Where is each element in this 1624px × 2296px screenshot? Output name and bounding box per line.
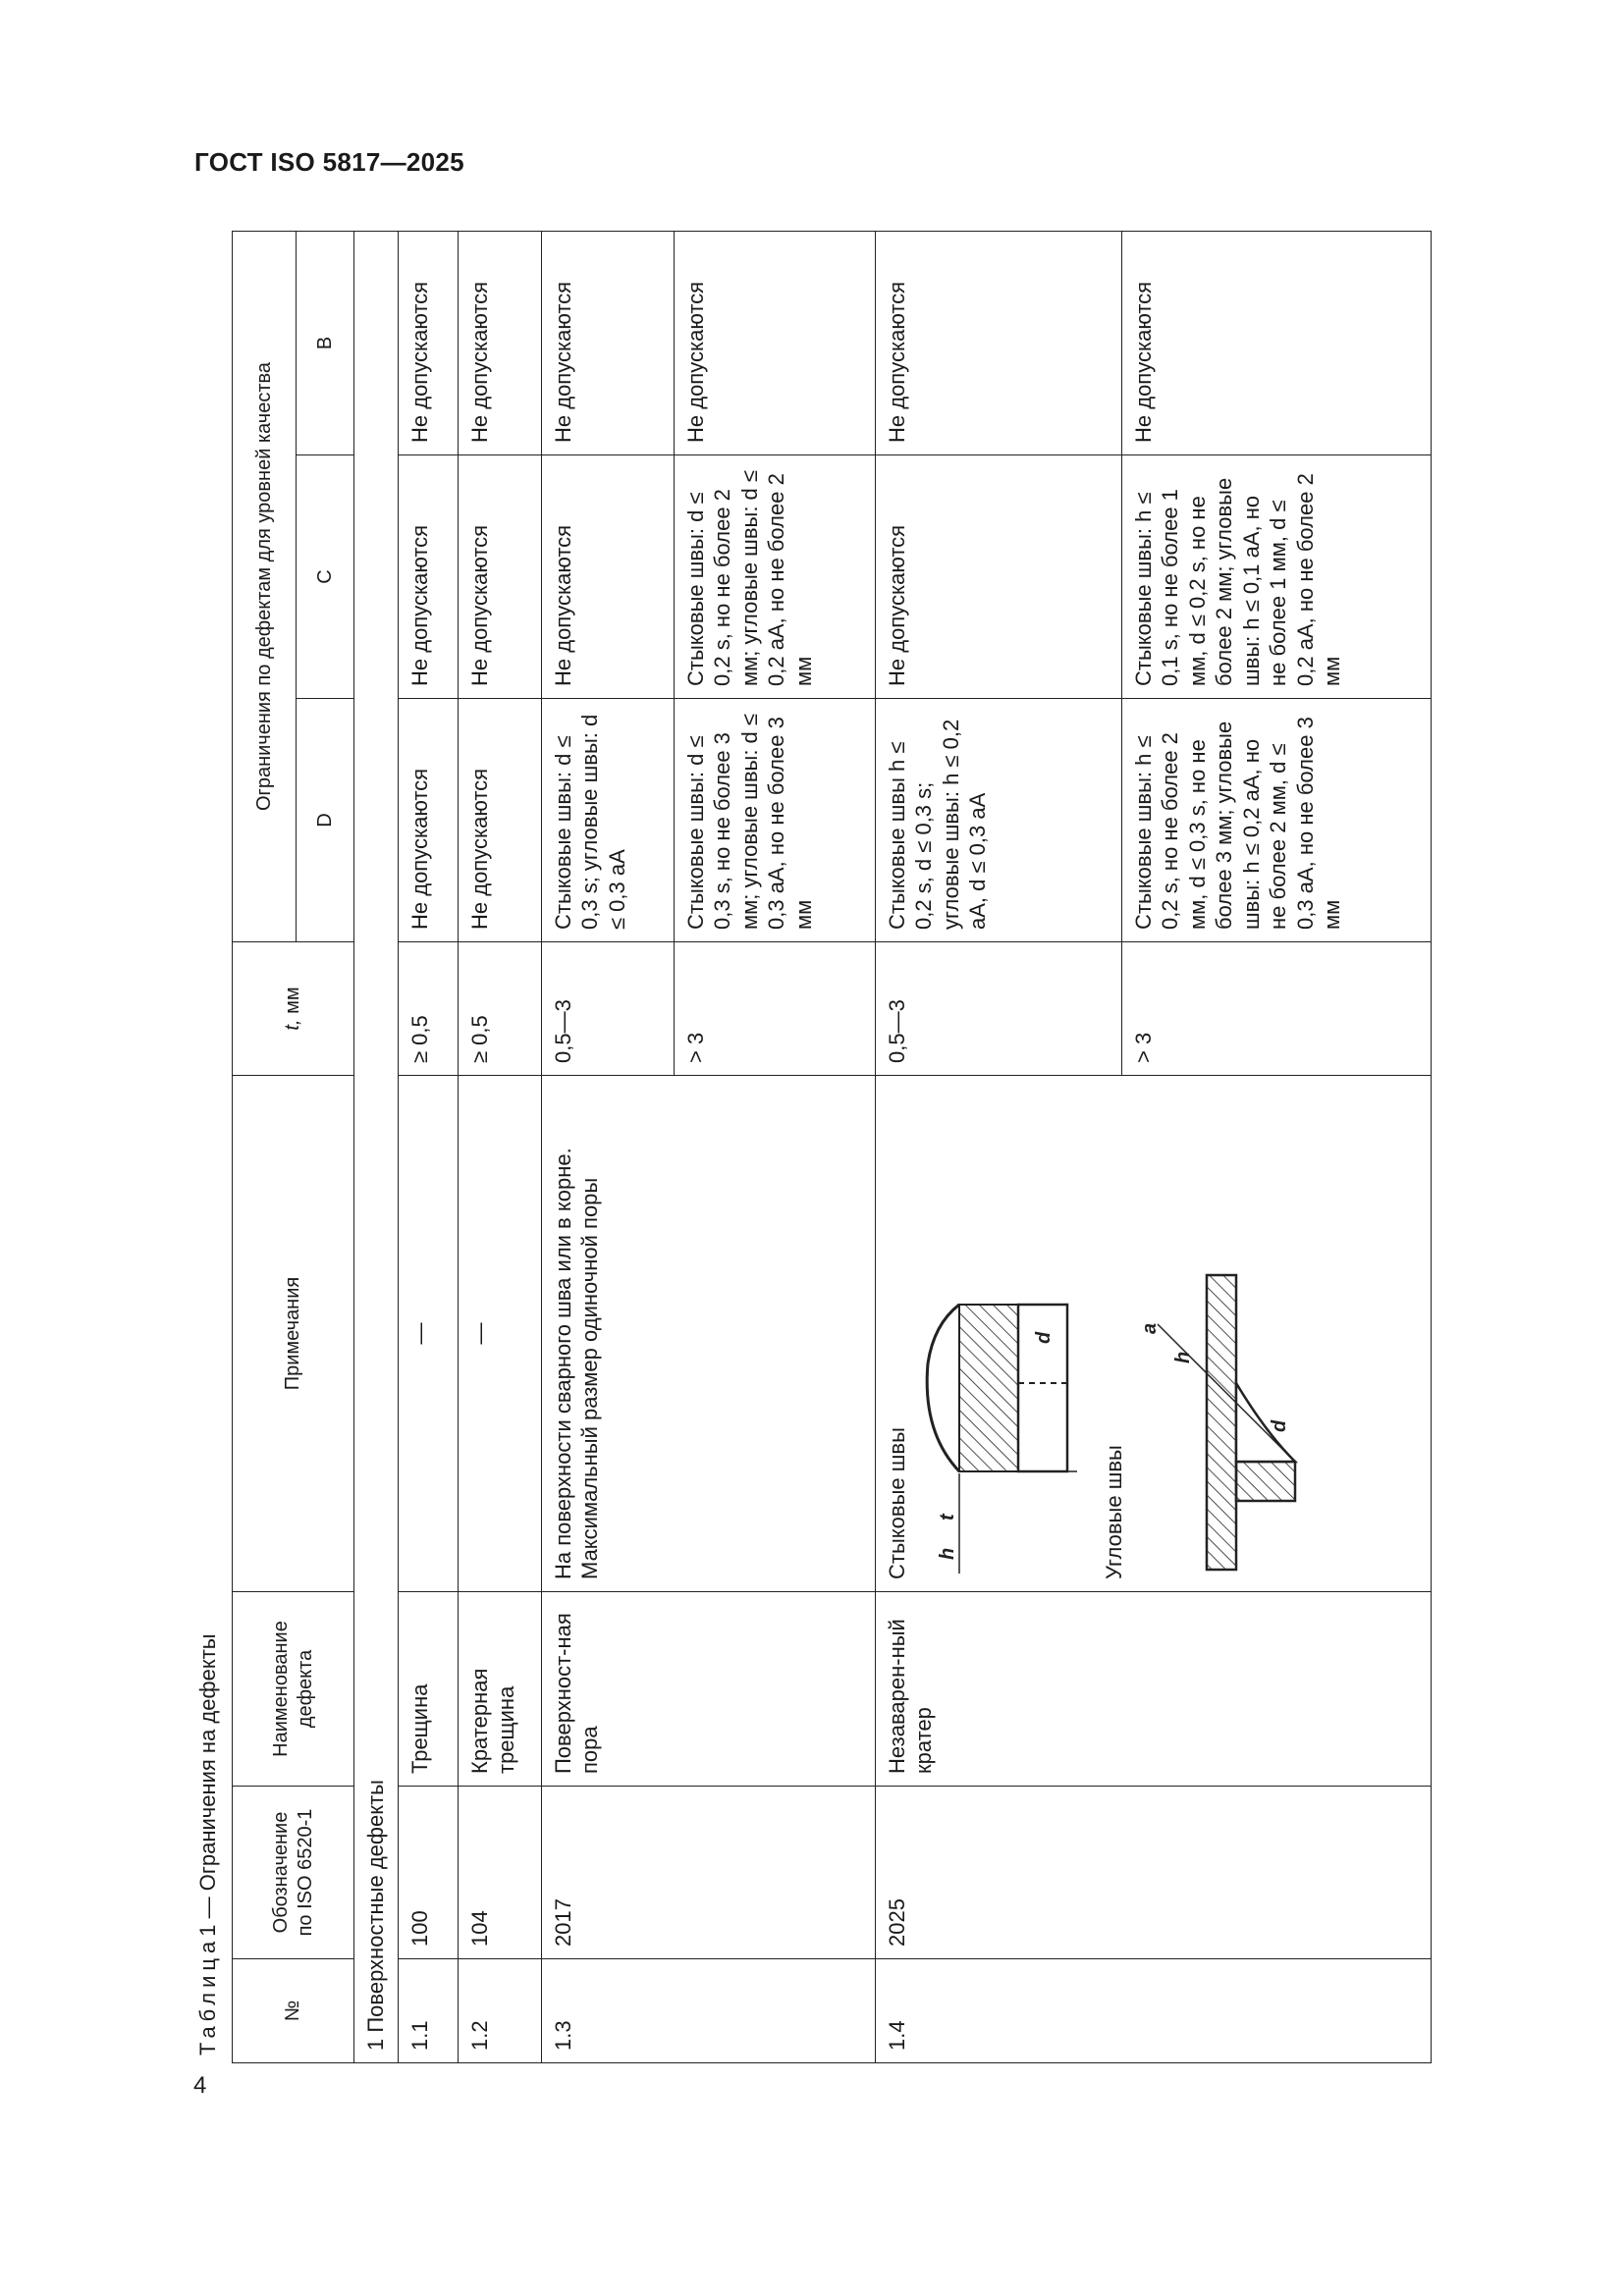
row-thickness: ≥ 0,5 [398, 942, 458, 1076]
header-name: Наименование дефекта [233, 1592, 354, 1787]
row-code: 104 [458, 1787, 541, 1959]
row-note: На поверхности сварного шва или в корне. Максимальный размер одиночной поры [541, 1076, 875, 1592]
row-limit-d: Не допускаются [398, 699, 458, 942]
row-num: 1.1 [398, 1959, 458, 2063]
row-thickness: > 3 [674, 942, 875, 1076]
row-limit-c: Не допускаются [398, 455, 458, 699]
row-limit-c: Не допускаются [875, 455, 1121, 699]
row-limit-b: Не допускаются [674, 232, 875, 455]
header-t-symbol: t, [282, 1019, 303, 1031]
butt-weld-cap [927, 1305, 959, 1471]
row-thickness: ≥ 0,5 [458, 942, 541, 1076]
row-num: 1.3 [541, 1959, 875, 2063]
defects-table [232, 231, 1432, 2063]
d-label-butt: d [1033, 1331, 1055, 1344]
header-level-b: B [297, 232, 354, 455]
header-limits: Ограничения по дефектам для уровней качества [233, 232, 297, 942]
header-num: № [233, 1959, 354, 2063]
row-limit-c: Не допускаются [458, 455, 541, 699]
butt-weld-section [959, 1305, 1018, 1471]
document-header: ГОСТ ISO 5817—2025 [194, 147, 464, 177]
row-note: — [458, 1076, 541, 1592]
row-limit-d: Стыковые швы: d ≤ 0,3 s, но не более 3 мм; угловые швы: d ≤ 0,3 aA, но не более 3 мм [674, 699, 875, 942]
row-thickness: > 3 [1121, 942, 1431, 1076]
header-thickness [233, 942, 354, 1076]
row-limit-d: Стыковые швы h ≤ 0,2 s, d ≤ 0,3 s; угловые швы: h ≤ 0,2 aA, d ≤ 0,3 aA [875, 699, 1121, 942]
row-limit-b: Не допускаются [1121, 232, 1431, 455]
row-code: 2017 [541, 1787, 875, 1959]
row-thickness: 0,5—3 [875, 942, 1121, 1076]
row-limit-b: Не допускаются [398, 232, 458, 455]
table-row [875, 232, 1121, 2063]
t-label: t [937, 1514, 958, 1521]
h-label-fillet: h [1171, 1351, 1194, 1363]
d-label-fillet: d [1268, 1419, 1290, 1432]
row-defect-name: Трещина [398, 1592, 458, 1787]
table-row [398, 232, 458, 2063]
table-caption-title: 1 — Ограничения на дефекты [195, 1633, 221, 1937]
butt-weld-label: Стыковые швы [884, 1427, 909, 1579]
row-code: 2025 [875, 1787, 1431, 1959]
row-limit-d: Не допускаются [458, 699, 541, 942]
row-note: — [398, 1076, 458, 1592]
page-number: 4 [193, 2072, 207, 2099]
table-caption-prefix: Таблица [195, 1936, 221, 2056]
table-row [458, 232, 541, 2063]
header-level-c: C [297, 455, 354, 699]
row-limit-c: Не допускаются [541, 455, 674, 699]
row-limit-d: Стыковые швы: d ≤ 0,3 s; угловые швы: d ≤ 0,3 aA [541, 699, 674, 942]
row-num: 1.4 [875, 1959, 1431, 2063]
butt-weld-root [1018, 1305, 1067, 1471]
row-limit-c: Стыковые швы: d ≤ 0,2 s, но не более 2 мм; угловые швы: d ≤ 0,2 aA, но не более 2 мм [674, 455, 875, 699]
header-t-unit: мм [282, 987, 303, 1020]
header-level-d: D [297, 699, 354, 942]
row-code: 100 [398, 1787, 458, 1959]
row-limit-b: Не допускаются [541, 232, 674, 455]
fillet-weld-label: Угловые швы [1102, 1445, 1126, 1579]
butt-weld-crater-figure [920, 1285, 1087, 1579]
header-notes: Примечания [233, 1076, 354, 1592]
fillet-plate-horizontal [1207, 1275, 1236, 1570]
row-limit-d: Стыковые швы: h ≤ 0,2 s, но не более 2 мм, d ≤ 0,3 s, но не более 3 мм; угловые швы: h ≤ 0,2 aA, но не более 2 мм, d ≤ 0,3 aA, но не более 3 мм [1121, 699, 1431, 942]
row-defect-name: Незаварен-ный кратер [875, 1592, 1431, 1787]
rotated-table-sheet [187, 232, 1371, 2063]
table-row [541, 232, 674, 2063]
fillet-weld-crater-figure [1138, 1265, 1305, 1579]
row-note-figures [875, 1076, 1431, 1592]
row-limit-b: Не допускаются [458, 232, 541, 455]
row-limit-b: Не допускаются [875, 232, 1121, 455]
fillet-plate-vertical [1236, 1462, 1295, 1501]
section-title: 1 Поверхностные дефекты [354, 232, 399, 2063]
row-limit-c: Стыковые швы: h ≤ 0,1 s, но не более 1 мм, d ≤ 0,2 s, но не более 2 мм; угловые швы: h ≤ 0,1 aA, но не более 1 мм, d ≤ 0,2 aA, но не более 2 мм [1121, 455, 1431, 699]
a-label: a [1138, 1322, 1161, 1334]
table-caption [187, 1633, 230, 2056]
row-thickness: 0,5—3 [541, 942, 674, 1076]
row-defect-name: Кратерная трещина [458, 1592, 541, 1787]
header-designation: Обозначение по ISO 6520-1 [233, 1787, 354, 1959]
row-defect-name: Поверхност-ная пора [541, 1592, 875, 1787]
h-label: h [937, 1547, 958, 1560]
row-num: 1.2 [458, 1959, 541, 2063]
